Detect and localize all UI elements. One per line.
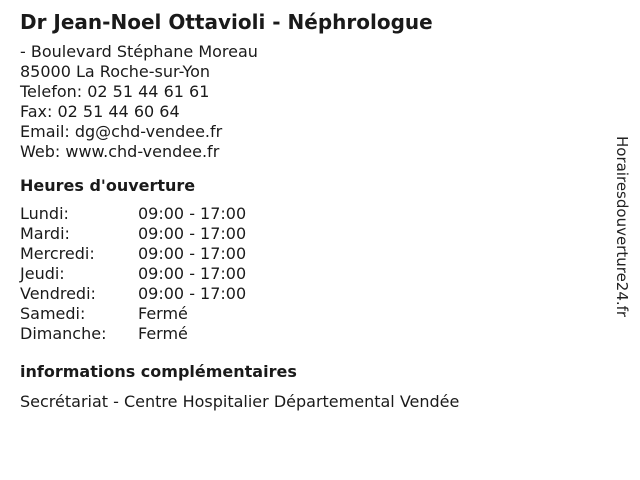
business-card xyxy=(20,9,600,412)
hours-day: Mercredi: xyxy=(20,244,95,263)
hours-time: 09:00 - 17:00 xyxy=(138,244,247,263)
hours-time: Fermé xyxy=(138,304,188,323)
additional-info-text: Secrétariat - Centre Hospitalier Départemental Vendée xyxy=(20,392,460,411)
website-link[interactable]: Web: www.chd-vendee.fr xyxy=(20,142,220,161)
hours-day: Mardi: xyxy=(20,224,70,243)
hours-row-mercredi xyxy=(20,244,600,264)
hours-day: Jeudi: xyxy=(20,264,65,283)
address-street: - Boulevard Stéphane Moreau xyxy=(20,42,258,61)
hours-row-jeudi xyxy=(20,264,600,284)
opening-hours-heading: Heures d'ouverture xyxy=(20,176,196,195)
hours-row-samedi xyxy=(20,304,600,324)
page-title: Dr Jean-Noel Ottavioli - Néphrologue xyxy=(20,10,433,34)
fax-number: Fax: 02 51 44 60 64 xyxy=(20,102,180,121)
hours-row-mardi xyxy=(20,224,600,244)
site-watermark: Horairesdouverture24.fr xyxy=(613,136,631,318)
additional-info-heading: informations complémentaires xyxy=(20,362,297,381)
email-address: Email: dg@chd-vendee.fr xyxy=(20,122,223,141)
hours-time: 09:00 - 17:00 xyxy=(138,204,247,223)
hours-row-lundi xyxy=(20,204,600,224)
hours-day: Samedi: xyxy=(20,304,86,323)
hours-time: 09:00 - 17:00 xyxy=(138,224,247,243)
hours-time: Fermé xyxy=(138,324,188,343)
contact-block xyxy=(20,42,600,162)
opening-hours-table xyxy=(20,204,600,344)
hours-day: Dimanche: xyxy=(20,324,107,343)
hours-row-vendredi xyxy=(20,284,600,304)
hours-day: Lundi: xyxy=(20,204,69,223)
address-city: 85000 La Roche-sur-Yon xyxy=(20,62,211,81)
phone-number: Telefon: 02 51 44 61 61 xyxy=(20,82,210,101)
hours-day: Vendredi: xyxy=(20,284,96,303)
hours-row-dimanche xyxy=(20,324,600,344)
hours-time: 09:00 - 17:00 xyxy=(138,284,247,303)
hours-time: 09:00 - 17:00 xyxy=(138,264,247,283)
